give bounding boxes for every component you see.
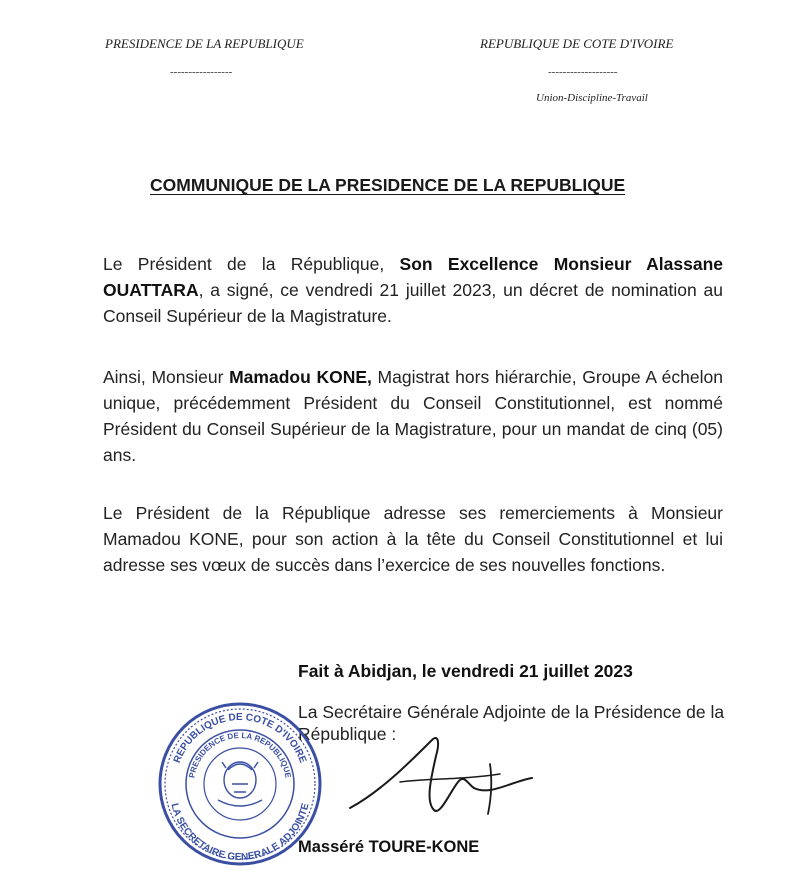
header-right-divider: -------------------	[548, 66, 618, 78]
stamp-emblem-icon	[218, 762, 262, 806]
paragraph-3: Le Président de la République adresse ses remerciements à Monsieur Mamadou KONE, pour son action à la tête du Conseil Constitutionnel et lui adresse ses vœux de succès dans l’exercice de ses nouvelles fonctions.	[103, 503, 723, 575]
paragraph-2	[103, 364, 723, 468]
stamp-bottom-text: LA SECRETAIRE GENERALE ADJOINTE	[168, 802, 312, 864]
paragraph-1-text-c: , a signé, ce vendredi 21 juillet 2023, un décret de nomination au Conseil Supérieur de la Magistrature.	[103, 280, 723, 326]
paragraph-1	[103, 251, 723, 329]
handwritten-signature	[340, 722, 540, 832]
header-right-title: REPUBLIQUE DE COTE D'IVOIRE	[480, 36, 674, 51]
stamp-top-text: REPUBLIQUE DE COTE D'IVOIRE	[171, 711, 309, 765]
paragraph-2-text-c: Magistrat hors hiérarchie, Groupe A échelon unique, précédemment Président du Conseil Constitutionnel, est nommé Président du Conseil Supérieur de la Magistrature, pour un mandat de cinq (05) ans.	[103, 367, 723, 465]
header-left-title: PRESIDENCE DE LA REPUBLIQUE	[105, 36, 304, 51]
paragraph-2-bold-name: Mamadou KONE,	[229, 367, 372, 387]
place-and-date: Fait à Abidjan, le vendredi 21 juillet 2023	[298, 661, 633, 681]
national-motto: Union-Discipline-Travail	[536, 92, 648, 104]
document-title: COMMUNIQUE DE LA PRESIDENCE DE LA REPUBLIQUE	[150, 175, 626, 195]
signatory-role: La Secrétaire Générale Adjointe de la Présidence de la République :	[298, 702, 725, 744]
paragraph-1-text-a: Le Président de la République,	[103, 254, 400, 274]
stamp-inner-text: PRESIDENCE DE LA REPUBLIQUE	[187, 730, 293, 779]
paragraph-1-bold-name: Son Excellence Monsieur Alassane OUATTARA	[103, 254, 724, 300]
paragraph-2-text-a: Ainsi, Monsieur	[103, 367, 230, 387]
signer-name: Masséré TOURE-KONE	[298, 838, 480, 856]
header-left-divider: -----------------	[170, 66, 233, 78]
